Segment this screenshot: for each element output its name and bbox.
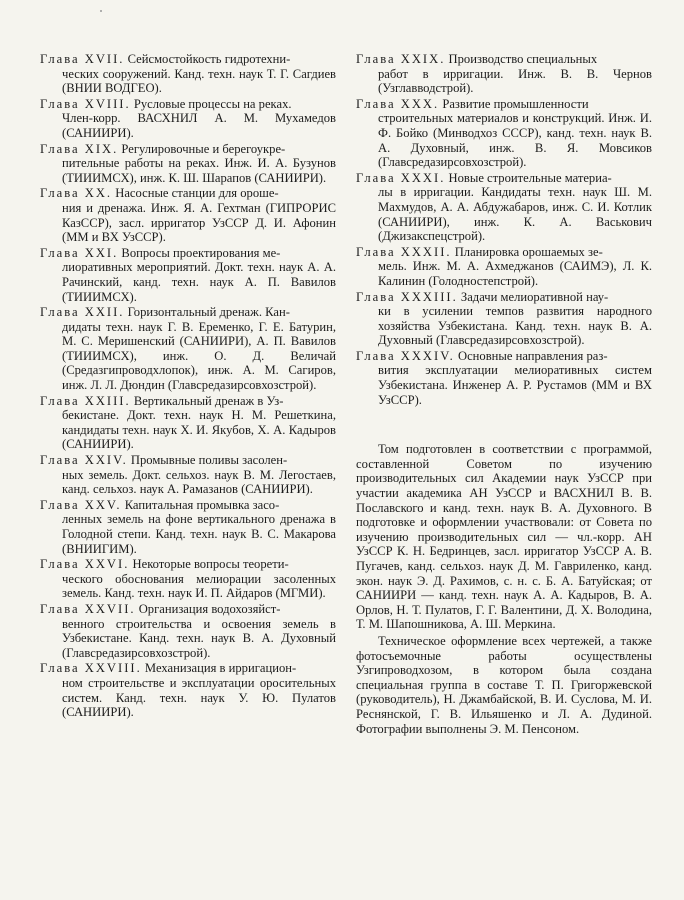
chapter-authors: венного строительства и освоения земель в Узбекистане. Канд. техн. наук В. А. Духовный (Главсредазирсовхозстрой). [62,616,336,660]
chapter-authors: ческих сооружений. Канд. техн. наук Т. Г. Сагдиев (ВНИИ ВОДГЕО). [62,66,336,96]
chapter-number: Глава XXVIII. [40,661,142,676]
chapter-number: Глава XXVI. [40,557,130,572]
chapter-title-start: Вертикальный дренаж в Уз- [133,393,284,408]
chapter-entry [40,557,336,601]
chapter-authors: вития эксплуатации мелиоративных систем Узбекистана. Инженер А. Р. Рустамов (ММ и ВХ УзССР). [378,363,652,407]
chapter-title-start: Основные направления раз- [457,348,608,363]
chapter-entry [40,186,336,244]
chapter-number: Глава XVII. [40,52,125,66]
chapter-number: Глава XXXI. [356,170,446,185]
chapter-number: Глава XIX. [40,141,119,156]
column-gap [356,408,652,442]
chapter-entry [356,349,652,407]
chapter-title-start: Насосные станции для ороше- [115,186,279,201]
chapter-entry [40,52,336,96]
chapter-title-start: Задачи мелиоративной нау- [460,289,609,304]
chapter-title-start: Производство специальных [448,52,598,66]
chapter-entry [40,602,336,660]
chapter-title-start: Горизонтальный дренаж. Кан- [127,305,290,320]
chapter-title-start: Сейсмостойкость гидротехни- [127,52,291,66]
chapter-number: Глава XXX. [356,96,440,111]
chapter-title-start: Русловые процессы на реках. [133,96,292,111]
chapter-entry [40,661,336,719]
right-chapter-list [356,52,652,407]
chapter-entry [40,246,336,304]
chapter-number: Глава XXI. [40,245,119,260]
chapter-title-start: Механизация в ирригацион- [144,661,297,676]
credits-paragraph: Техническое оформление всех чертежей, а также фотосъемочные работы осуществлены Узгипроводхозом, в котором была создана специальная группа в составе Т. П. Григоржевской (руководитель), Н. Джамбайской, В. И. Суслова, М. И. Реснянской, Г. В. Ильяшенко и Л. А. Дудиной. Фотографии выполнены Э. М. Пенсоном. [356,633,652,736]
chapter-title-start: Регулировочные и берегоукре- [121,141,286,156]
chapter-number: Глава XXV. [40,497,122,512]
chapter-title-start: Развитие промышленности [442,96,589,111]
credits-text [356,442,652,736]
chapter-authors: пительные работы на реках. Инж. И. А. Бузунов (ТИИИМСХ), инж. К. Ш. Шарапов (САНИИРИ). [62,156,336,185]
chapter-entry [356,171,652,244]
chapter-entry [40,142,336,186]
chapter-title-start: Планировка орошаемых зе- [454,244,603,259]
credits-paragraph: Том подготовлен в соответствии с программой, составленной Советом по изучению производительных сил Академии наук УзССР при участии академика АН УзССР и ВАСХНИЛ В. В. Пославского и канд. техн. наук В. А. Духовного. В подготовке и оформлении участвовали: от Совета по изучению производительных сил — чл.-корр. АН УзССР К. Н. Бедринцев, засл. ирригатор УзССР А. В. Пугачев, канд. сельхоз. наук Д. М. Гавриленко, канд. экон. наук Э. Д. Рахимов, с. н. с. Б. А. Батуйская; от САНИИРИ — канд. техн. наук А. А. Кадыров, В. А. Орлов, Н. Т. Пулатов, Г. Г. Валентини, Д. Х. Володина, Т. М. Шапошникова, А. Ш. Меркина. [356,442,652,632]
chapter-authors: работ в ирригации. Инж. В. В. Чернов (Узглавводстрой). [378,66,652,96]
chapter-number: Глава XXIV. [40,453,128,468]
chapter-authors: ленных земель на фоне вертикального дренажа в Голодной степи. Канд. техн. наук В. С. Макарова (ВНИИГИМ). [62,512,336,556]
chapter-number: Глава XVIII. [40,96,131,111]
chapter-entry [40,453,336,497]
paper-speck [100,10,102,12]
chapter-authors: ном строительстве и эксплуатации оросительных систем. Канд. техн. наук У. Ю. Пулатов (САНИИРИ). [62,675,336,720]
chapter-authors: ки в усилении темпов развития народного хозяйства Узбекистана. Канд. техн. наук В. А. Духовный (Главсредазирсовхозстрой). [378,304,652,348]
chapter-authors: лы в ирригации. Кандидаты техн. наук Ш. М. Махмудов, А. А. Абдужабаров, инж. С. И. Котлик (САНИИРИ), инж. К. А. Васькович (Джизакспецстрой). [378,185,652,244]
chapter-number: Глава XXXIV. [356,348,455,363]
chapter-entry [40,305,336,393]
chapter-authors: ческого обоснования мелиорации засоленных земель. Канд. техн. наук И. П. Айдаров (МГМИ). [62,571,336,601]
chapter-entry [356,97,652,170]
chapter-number: Глава XXIX. [356,52,446,66]
chapter-entry [356,52,652,96]
chapter-authors: дидаты техн. наук Г. В. Еременко, Г. Е. Батурин, М. С. Меришенский (САНИИРИ), А. П. Вавилов (ТИИИМСХ), инж. О. Д. Величай (Средазгипроводхлопок), инж. А. М. Сагиров, инж. Л. Л. Дюндин (Главсредазирсовхозстрой). [62,319,336,393]
chapter-entry [356,290,652,348]
chapter-authors: ния и дренажа. Инж. Я. А. Гехтман (ГИПРОРИС КазССР), засл. ирригатор УзССР Д. И. Афонин (ММ и ВХ УзССР). [62,200,336,245]
chapter-entry [40,498,336,556]
chapter-entry [40,97,336,141]
right-column [356,52,652,738]
chapter-authors: лиоративных мероприятий. Докт. техн. наук А. А. Рачинский, канд. техн. наук А. П. Вавилов (ТИИИМСХ). [62,260,336,304]
chapter-authors: строительных материалов и конструкций. Инж. И. Ф. Бойко (Минводхоз СССР), канд. техн. наук В. А. Духовный, инж. В. Я. Мовсиков (Главсредазирсовхозстрой). [378,111,652,170]
chapter-title-start: Организация водохозяйст- [138,601,281,616]
chapter-title-start: Промывные поливы засолен- [130,453,288,468]
left-column [40,52,336,721]
chapter-title-start: Вопросы проектирования ме- [121,245,281,260]
chapter-entry [40,394,336,452]
chapter-title-start: Некоторые вопросы теорети- [132,557,289,572]
chapter-authors: мель. Инж. М. А. Ахмеджанов (САИМЭ), Л. К. Калинин (Голодностепстрой). [378,259,652,288]
chapter-number: Глава XXXIII. [356,289,458,304]
chapter-authors: ных земель. Докт. сельхоз. наук В. М. Легостаев, канд. сельхоз. наук А. Рамазанов (САНИИРИ). [62,467,336,497]
chapter-number: Глава XXVII. [40,601,136,616]
chapter-title-start: Новые строительные материа- [448,170,612,185]
chapter-authors: Член-корр. ВАСХНИЛ А. М. Мухамедов (САНИИРИ). [62,111,336,140]
chapter-number: Глава XX. [40,186,113,201]
chapter-authors: бекистане. Докт. техн. наук Н. М. Решеткина, кандидаты техн. наук Х. И. Якубов, Х. А. Кадыров (САНИИРИ). [62,408,336,452]
chapter-number: Глава XXXII. [356,244,452,259]
chapter-number: Глава XXIII. [40,393,131,408]
chapter-entry [356,245,652,289]
chapter-number: Глава XXII. [40,305,125,320]
chapter-title-start: Капитальная промывка засо- [124,497,280,512]
